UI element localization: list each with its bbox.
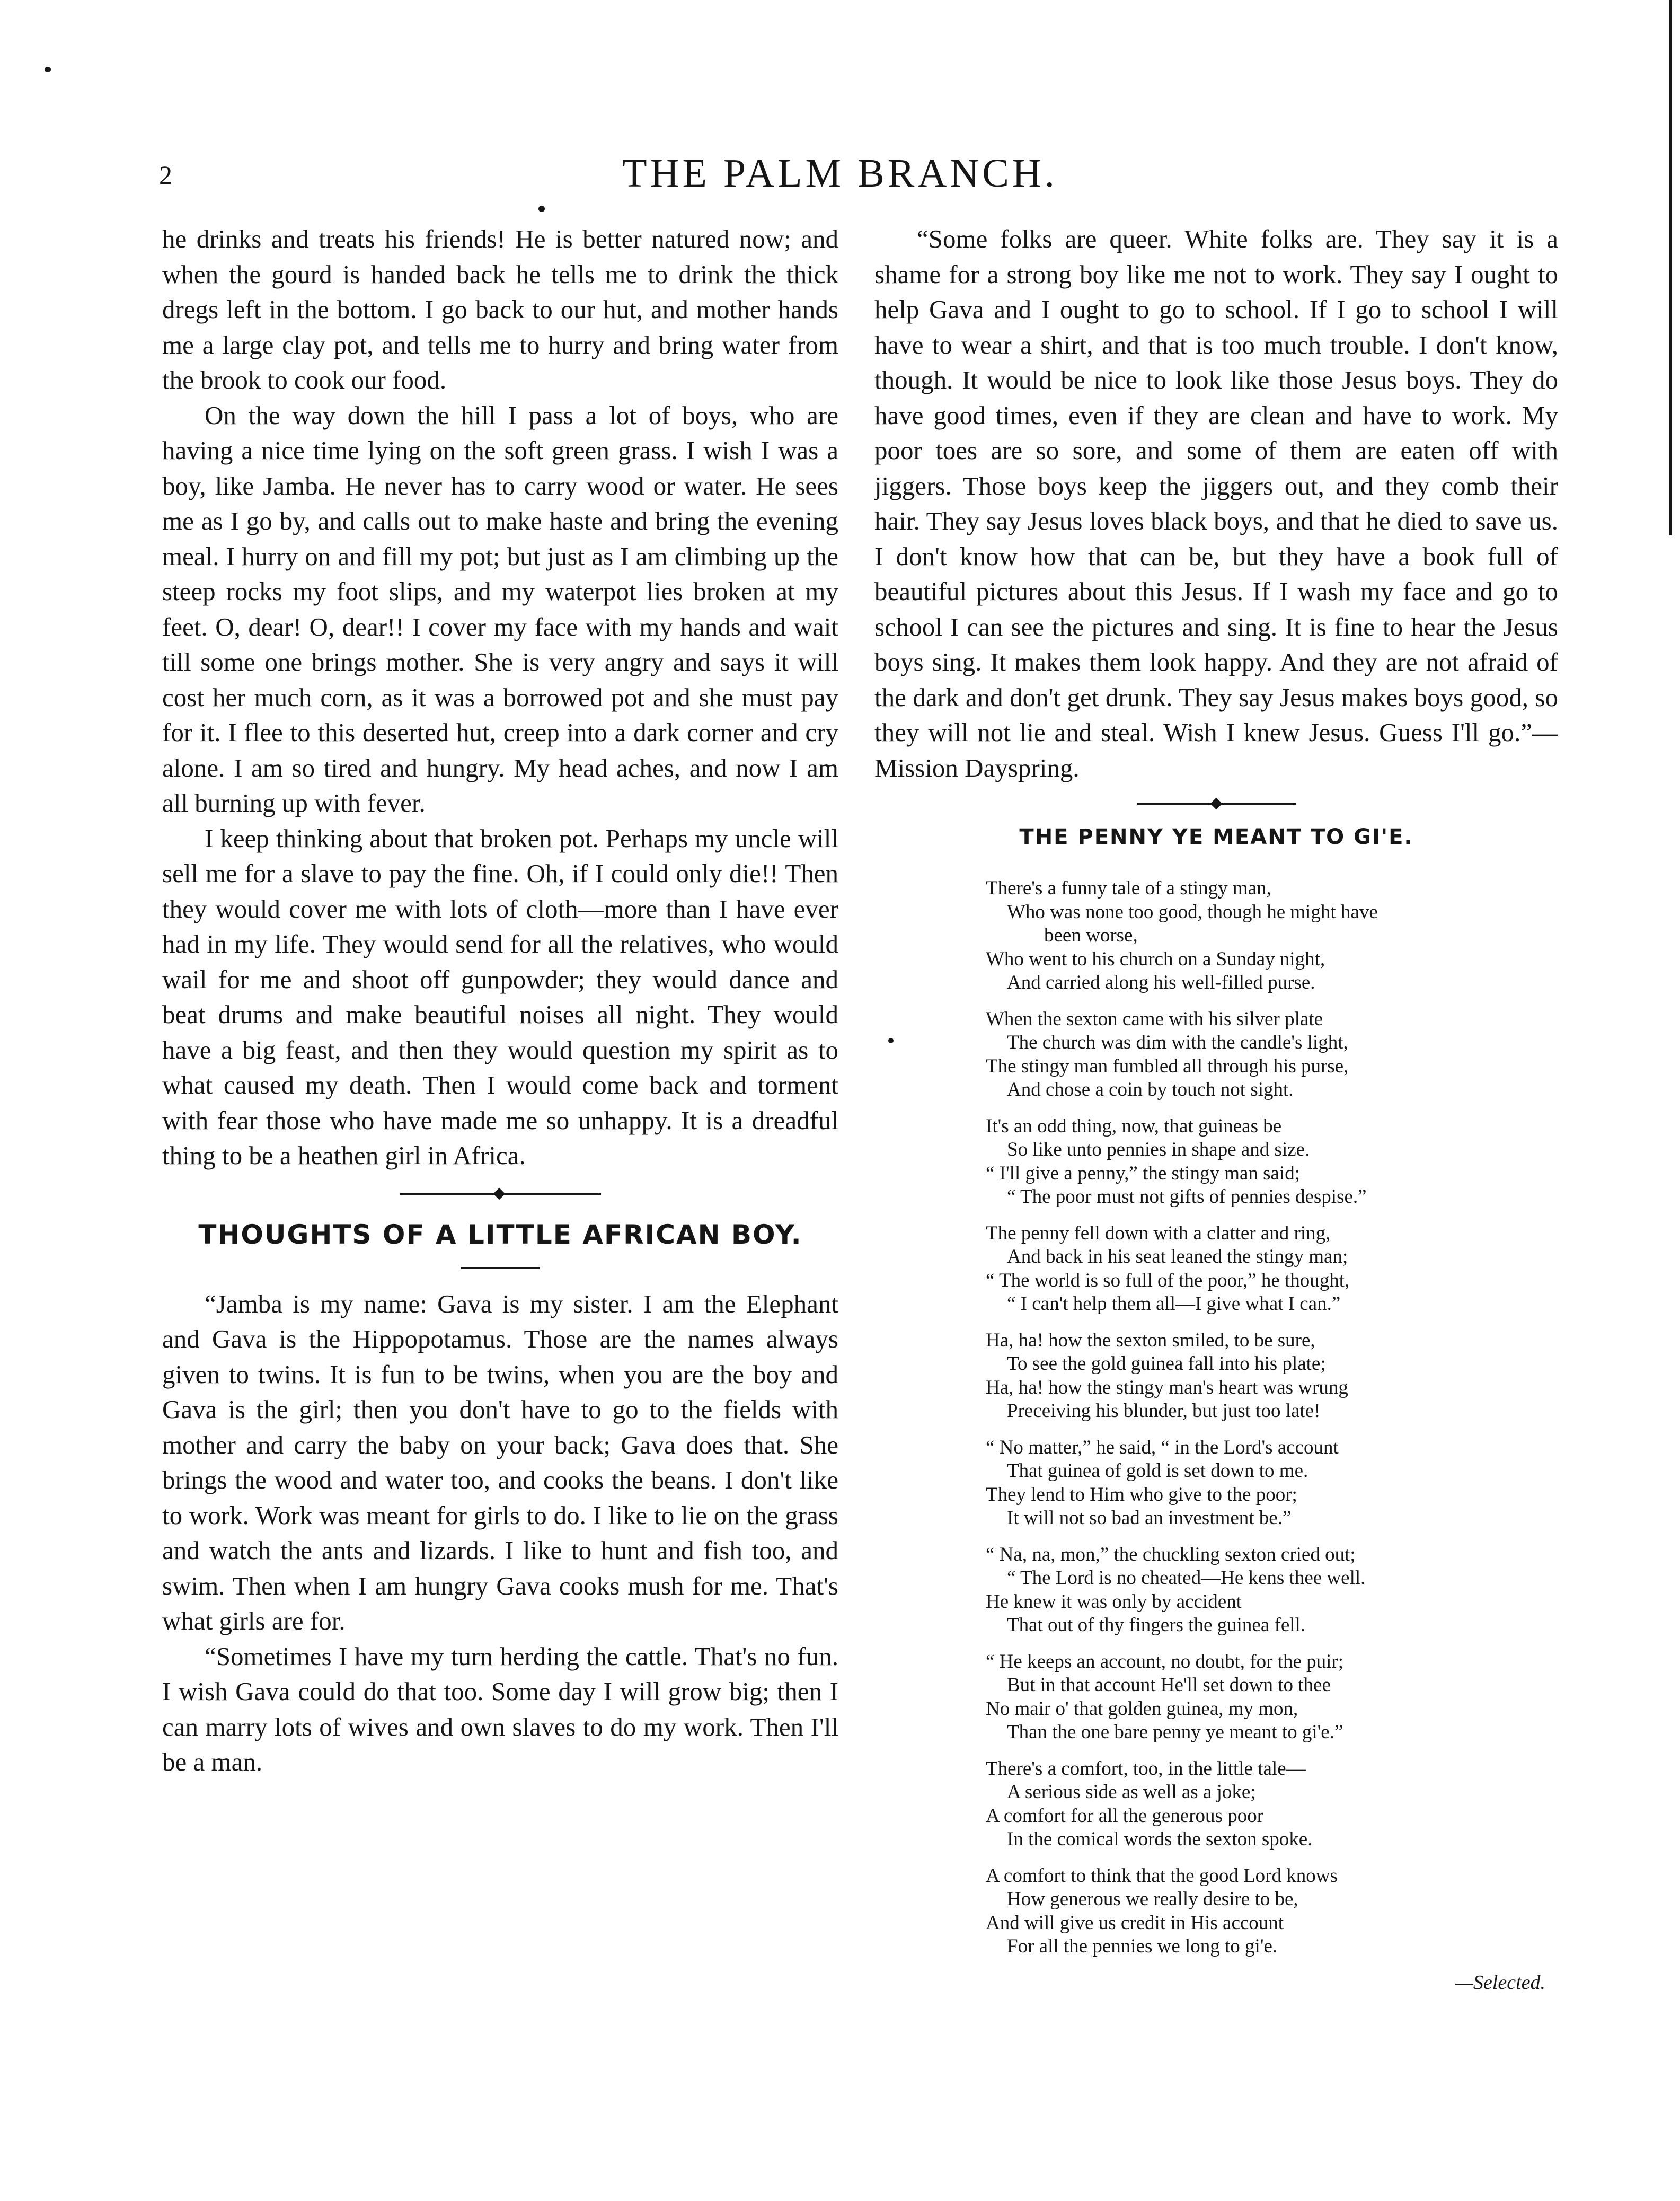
- paragraph: “Jamba is my name: Gava is my sister. I am the Elephant and Gava is the Hippopotamus. Those are the names always given to twins. It is fun to be twins, when you are the boy and Gava is the girl; then you don't have to go to the fields with mother and carry the baby on your back; Gava does that. She brings the wood and water too, and cooks the beans. I don't like to work. Work was meant for girls to do. I like to lie on the grass and watch the ants and lizards. I like to hunt and fish too, and swim. Then when I am hungry Gava cooks mush for me. That's what girls are for.: [162, 1289, 838, 1635]
- right-column: [874, 222, 1558, 2035]
- verse-line: “ I can't help them all—I give what I can.”: [1007, 1293, 1341, 1315]
- verse-line: “ I'll give a penny,” the stingy man said;: [986, 1162, 1301, 1184]
- verse-line: When the sexton came with his silver plate: [986, 1008, 1323, 1030]
- poem-title: THE PENNY YE MEANT TO GI'E.: [1019, 825, 1413, 849]
- verse-line: That out of thy fingers the guinea fell.: [1007, 1614, 1306, 1636]
- verse-line: To see the gold guinea fall into his plate;: [1007, 1353, 1326, 1375]
- verse-line: No mair o' that golden guinea, my mon,: [986, 1697, 1298, 1720]
- stanza: [986, 877, 1558, 995]
- stanza: [986, 1222, 1558, 1316]
- verse-line: They lend to Him who give to the poor;: [986, 1483, 1297, 1506]
- stanza: [986, 1757, 1558, 1852]
- verse-line: How generous we really desire to be,: [1007, 1888, 1298, 1910]
- credit-line: —Selected.: [1455, 1971, 1545, 1994]
- paragraph: I keep thinking about that broken pot. Perhaps my uncle will sell me for a slave to pay the fine. Oh, if I could only die!! Then they would cover me with lots of cloth—more than I have ever had in my life. They would send for all the relatives, who would wail for me and shoot off gunpowder; they would dance and beat drums and make beautiful noises all night. They would have a big feast, and then they would question my spirit as to what caused my death. Then I would come back and torment with fear those who have made me so unhappy. It is a dreadful thing to be a heathen girl in Africa.: [162, 823, 838, 1170]
- scan-speck: [538, 206, 545, 212]
- verse-line: And carried along his well-filled purse.: [1007, 972, 1315, 993]
- verse-line: “ No matter,” he said, “ in the Lord's account: [986, 1436, 1339, 1458]
- verse-line: It's an odd thing, now, that guineas be: [986, 1115, 1282, 1137]
- verse-line: A comfort for all the generous poor: [986, 1804, 1264, 1827]
- verse-line: The stingy man fumbled all through his purse,: [986, 1055, 1349, 1077]
- scan-edge-line: [1669, 0, 1672, 535]
- divider-diamond: [493, 1187, 506, 1200]
- stanza: [986, 1329, 1558, 1423]
- ornamental-divider: [1137, 797, 1296, 810]
- poem: [874, 877, 1558, 1996]
- verse-line: “ He keeps an account, no doubt, for the puir;: [986, 1650, 1344, 1672]
- verse-line: “ The poor must not gifts of pennies despise.”: [1007, 1186, 1367, 1208]
- verse-line: He knew it was only by accident: [986, 1590, 1242, 1613]
- stanza: [986, 1115, 1558, 1209]
- verse-line: So like unto pennies in shape and size.: [1007, 1139, 1310, 1160]
- verse-line: And back in his seat leaned the stingy man;: [1007, 1246, 1348, 1267]
- verse-line: “ The world is so full of the poor,” he thought,: [986, 1269, 1350, 1291]
- stanza: [986, 1864, 1558, 1959]
- verse-line: “ The Lord is no cheated—He kens thee well.: [1007, 1567, 1366, 1589]
- divider-diamond: [1210, 798, 1223, 810]
- paragraph: “Some folks are queer. White folks are. They say it is a shame for a strong boy like me not to work. They say I ought to help Gava and I ought to go to school. If I go to school I will have to wear a shirt, and that is too much trouble. I don't know, though. It would be nice to look like those Jesus boys. They do have good times, even if they are clean and have to work. My poor toes are so sore, and some of them are eaten off with jiggers. Those boys keep the jiggers out, and they comb their hair. They say Jesus loves black boys, and that he died to save us. I don't know how that can be, but they have a book full of beautiful pictures about this Jesus. If I wash my face and go to school I can see the pictures and sing. It is fine to hear the Jesus boys sing. It makes them look happy. And they are not afraid of the dark and don't get drunk. They say Jesus makes boys good, so they will not lie and steal. Wish I knew Jesus. Guess I'll go.”—Mission Dayspring.: [874, 224, 1558, 782]
- verse-line: Than the one bare penny ye meant to gi'e.”: [1007, 1721, 1343, 1743]
- ornamental-divider: [400, 1187, 601, 1200]
- verse-line: Ha, ha! how the stingy man's heart was wrung: [986, 1376, 1348, 1398]
- page-number: 2: [159, 160, 172, 190]
- verse-line: In the comical words the sexton spoke.: [1007, 1828, 1313, 1850]
- paragraph: On the way down the hill I pass a lot of boys, who are having a nice time lying on the soft green grass. I wish I was a boy, like Jamba. He never has to carry wood or water. He sees me as I go by, and calls out to make haste and bring the evening meal. I hurry on and fill my pot; but just as I am climbing up the steep rocks my foot slips, and my waterpot lies broken at my feet. O, dear! O, dear!! I cover my face with my hands and wait till some one brings mother. She is very angry and says it will cost her much corn, as it was a borrowed pot and she must pay for it. I flee to this deserted hut, creep into a dark corner and cry alone. I am so tired and hungry. My head aches, and now I am all burning up with fever.: [162, 400, 838, 817]
- verse-line: There's a funny tale of a stingy man,: [986, 877, 1271, 899]
- verse-line: It will not so bad an investment be.”: [1007, 1507, 1292, 1529]
- stanza: [986, 1543, 1558, 1637]
- paragraph: he drinks and treats his friends! He is better natured now; and when the gourd is handed back he tells me to drink the thick dregs left in the bottom. I go back to our hut, and mother hands me a large clay pot, and tells me to hurry and bring water from the brook to cook our food.: [162, 224, 838, 394]
- verse-line: “ Na, na, mon,” the chuckling sexton cried out;: [986, 1543, 1356, 1565]
- verse-line: A serious side as well as a joke;: [1007, 1781, 1256, 1803]
- verse-line: Preceiving his blunder, but just too late!: [1007, 1400, 1321, 1422]
- scan-speck: [45, 67, 51, 72]
- verse-line: The penny fell down with a clatter and ring,: [986, 1222, 1331, 1244]
- verse-line: Who went to his church on a Sunday night,: [986, 948, 1325, 970]
- left-column: [162, 222, 838, 2035]
- verse-line: And chose a coin by touch not sight.: [1007, 1079, 1294, 1100]
- scan-speck: [888, 1038, 894, 1043]
- verse-line: There's a comfort, too, in the little tale—: [986, 1757, 1306, 1780]
- verse-line: But in that account He'll set down to thee: [1007, 1674, 1331, 1696]
- verse-line: Who was none too good, though he might have: [1007, 901, 1378, 923]
- verse-line: The church was dim with the candle's light,: [1007, 1032, 1348, 1053]
- verse-line: A comfort to think that the good Lord knows: [986, 1864, 1338, 1887]
- masthead-title: THE PALM BRANCH.: [622, 151, 1058, 196]
- article-title: THOUGHTS OF A LITTLE AFRICAN BOY.: [198, 1219, 802, 1250]
- title-rule: [461, 1267, 540, 1269]
- stanza: [986, 1008, 1558, 1102]
- paragraph: “Sometimes I have my turn herding the cattle. That's no fun. I wish Gava could do that too. Some day I will grow big; then I can marry lots of wives and own slaves to do my work. Then I'll be a man.: [162, 1641, 838, 1776]
- stanza: [986, 1436, 1558, 1530]
- verse-line: And will give us credit in His account: [986, 1912, 1284, 1934]
- verse-line: Ha, ha! how the sexton smiled, to be sure,: [986, 1329, 1315, 1351]
- verse-line: That guinea of gold is set down to me.: [1007, 1460, 1308, 1482]
- verse-line: been worse,: [1044, 925, 1138, 946]
- verse-line: For all the pennies we long to gi'e.: [1007, 1935, 1278, 1957]
- stanza: [986, 1650, 1558, 1745]
